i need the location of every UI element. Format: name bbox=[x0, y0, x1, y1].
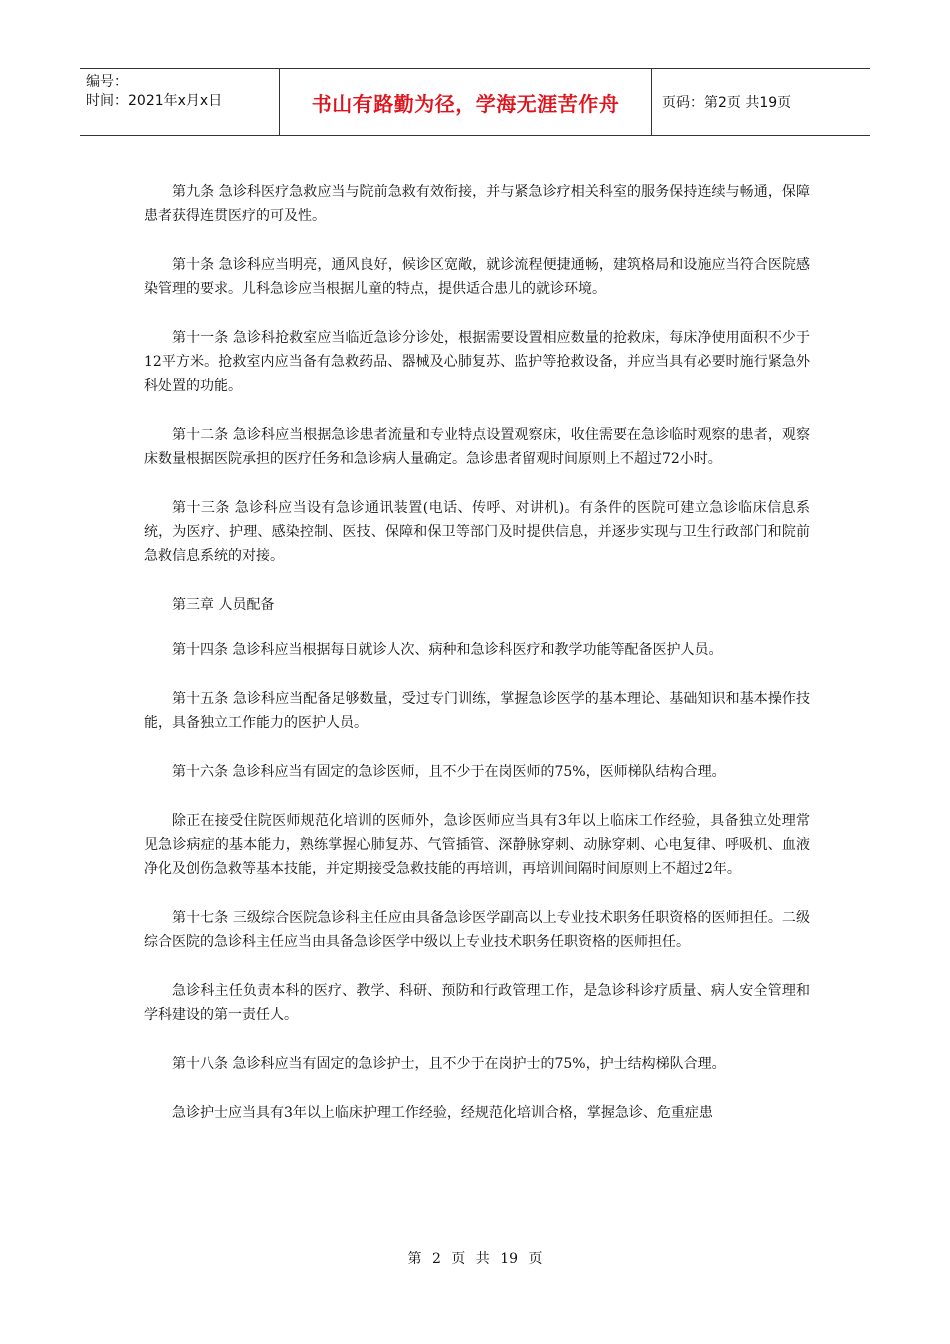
article-11: 第十一条 急诊科抢救室应当临近急诊分诊处，根据需要设置相应数量的抢救床，每床净使用面积不少于12平方米。抢救室内应当备有急救药品、器械及心肺复苏、监护等抢救设备，并应当具有必要时施行紧急外科处置的功能。 bbox=[144, 330, 810, 394]
article-17: 第十七条 三级综合医院急诊科主任应由具备急诊医学副高以上专业技术职务任职资格的医师担任。二级综合医院的急诊科主任应当由具备急诊医学中级以上专业技术职务任职资格的医师担任。 bbox=[144, 910, 810, 950]
article-17-detail: 急诊科主任负责本科的医疗、教学、科研、预防和行政管理工作，是急诊科诊疗质量、病人安全管理和学科建设的第一责任人。 bbox=[144, 983, 810, 1023]
article-16: 第十六条 急诊科应当有固定的急诊医师，且不少于在岗医师的75%，医师梯队结构合理。 bbox=[172, 764, 726, 780]
article-12: 第十二条 急诊科应当根据急诊患者流量和专业特点设置观察床，收住需要在急诊临时观察的患者，观察床数量根据医院承担的医疗任务和急诊病人量确定。急诊患者留观时间原则上不超过72小时。 bbox=[144, 427, 810, 467]
chapter-3-heading: 第三章 人员配备 bbox=[172, 597, 275, 613]
article-10: 第十条 急诊科应当明亮，通风良好，候诊区宽敞，就诊流程便捷通畅，建筑格局和设施应当符合医院感染管理的要求。儿科急诊应当根据儿童的特点，提供适合患儿的就诊环境。 bbox=[144, 257, 810, 297]
document-header bbox=[80, 68, 870, 136]
article-15: 第十五条 急诊科应当配备足够数量，受过专门训练，掌握急诊医学的基本理论、基础知识和基本操作技能，具备独立工作能力的医护人员。 bbox=[144, 691, 810, 731]
footer-page-number: 第 2 页 共 19 页 bbox=[407, 1251, 543, 1267]
header-motto: 书山有路勤为径，学海无涯苦作舟 bbox=[311, 91, 620, 116]
document-body bbox=[144, 180, 810, 1150]
date-label: 时间：2021年x月x日 bbox=[86, 93, 223, 109]
header-page-cell bbox=[652, 69, 870, 135]
header-page-info: 页码：第2页 共19页 bbox=[662, 95, 792, 111]
article-13: 第十三条 急诊科应当设有急诊通讯装置(电话、传呼、对讲机)。有条件的医院可建立急诊临床信息系统，为医疗、护理、感染控制、医技、保障和保卫等部门及时提供信息，并逐步实现与卫生行政部门和院前急救信息系统的对接。 bbox=[144, 500, 810, 564]
header-meta-cell bbox=[80, 69, 280, 135]
header-motto-cell bbox=[280, 69, 652, 135]
article-14: 第十四条 急诊科应当根据每日就诊人次、病种和急诊科医疗和教学功能等配备医护人员。 bbox=[172, 642, 723, 658]
article-9: 第九条 急诊科医疗急救应当与院前急救有效衔接，并与紧急诊疗相关科室的服务保持连续与畅通，保障患者获得连贯医疗的可及性。 bbox=[144, 184, 810, 224]
article-18: 第十八条 急诊科应当有固定的急诊护士，且不少于在岗护士的75%，护士结构梯队合理。 bbox=[172, 1056, 726, 1072]
serial-number-label: 编号： bbox=[86, 74, 128, 90]
article-18-detail: 急诊护士应当具有3年以上临床护理工作经验，经规范化培训合格，掌握急诊、危重症患 bbox=[172, 1105, 713, 1121]
page-footer bbox=[0, 1248, 950, 1268]
article-16-detail: 除正在接受住院医师规范化培训的医师外，急诊医师应当具有3年以上临床工作经验，具备独立处理常见急诊病症的基本能力，熟练掌握心肺复苏、气管插管、深静脉穿刺、动脉穿刺、心电复律、呼吸机、血液净化及创伤急救等基本技能，并定期接受急救技能的再培训，再培训间隔时间原则上不超过2年。 bbox=[144, 813, 810, 877]
